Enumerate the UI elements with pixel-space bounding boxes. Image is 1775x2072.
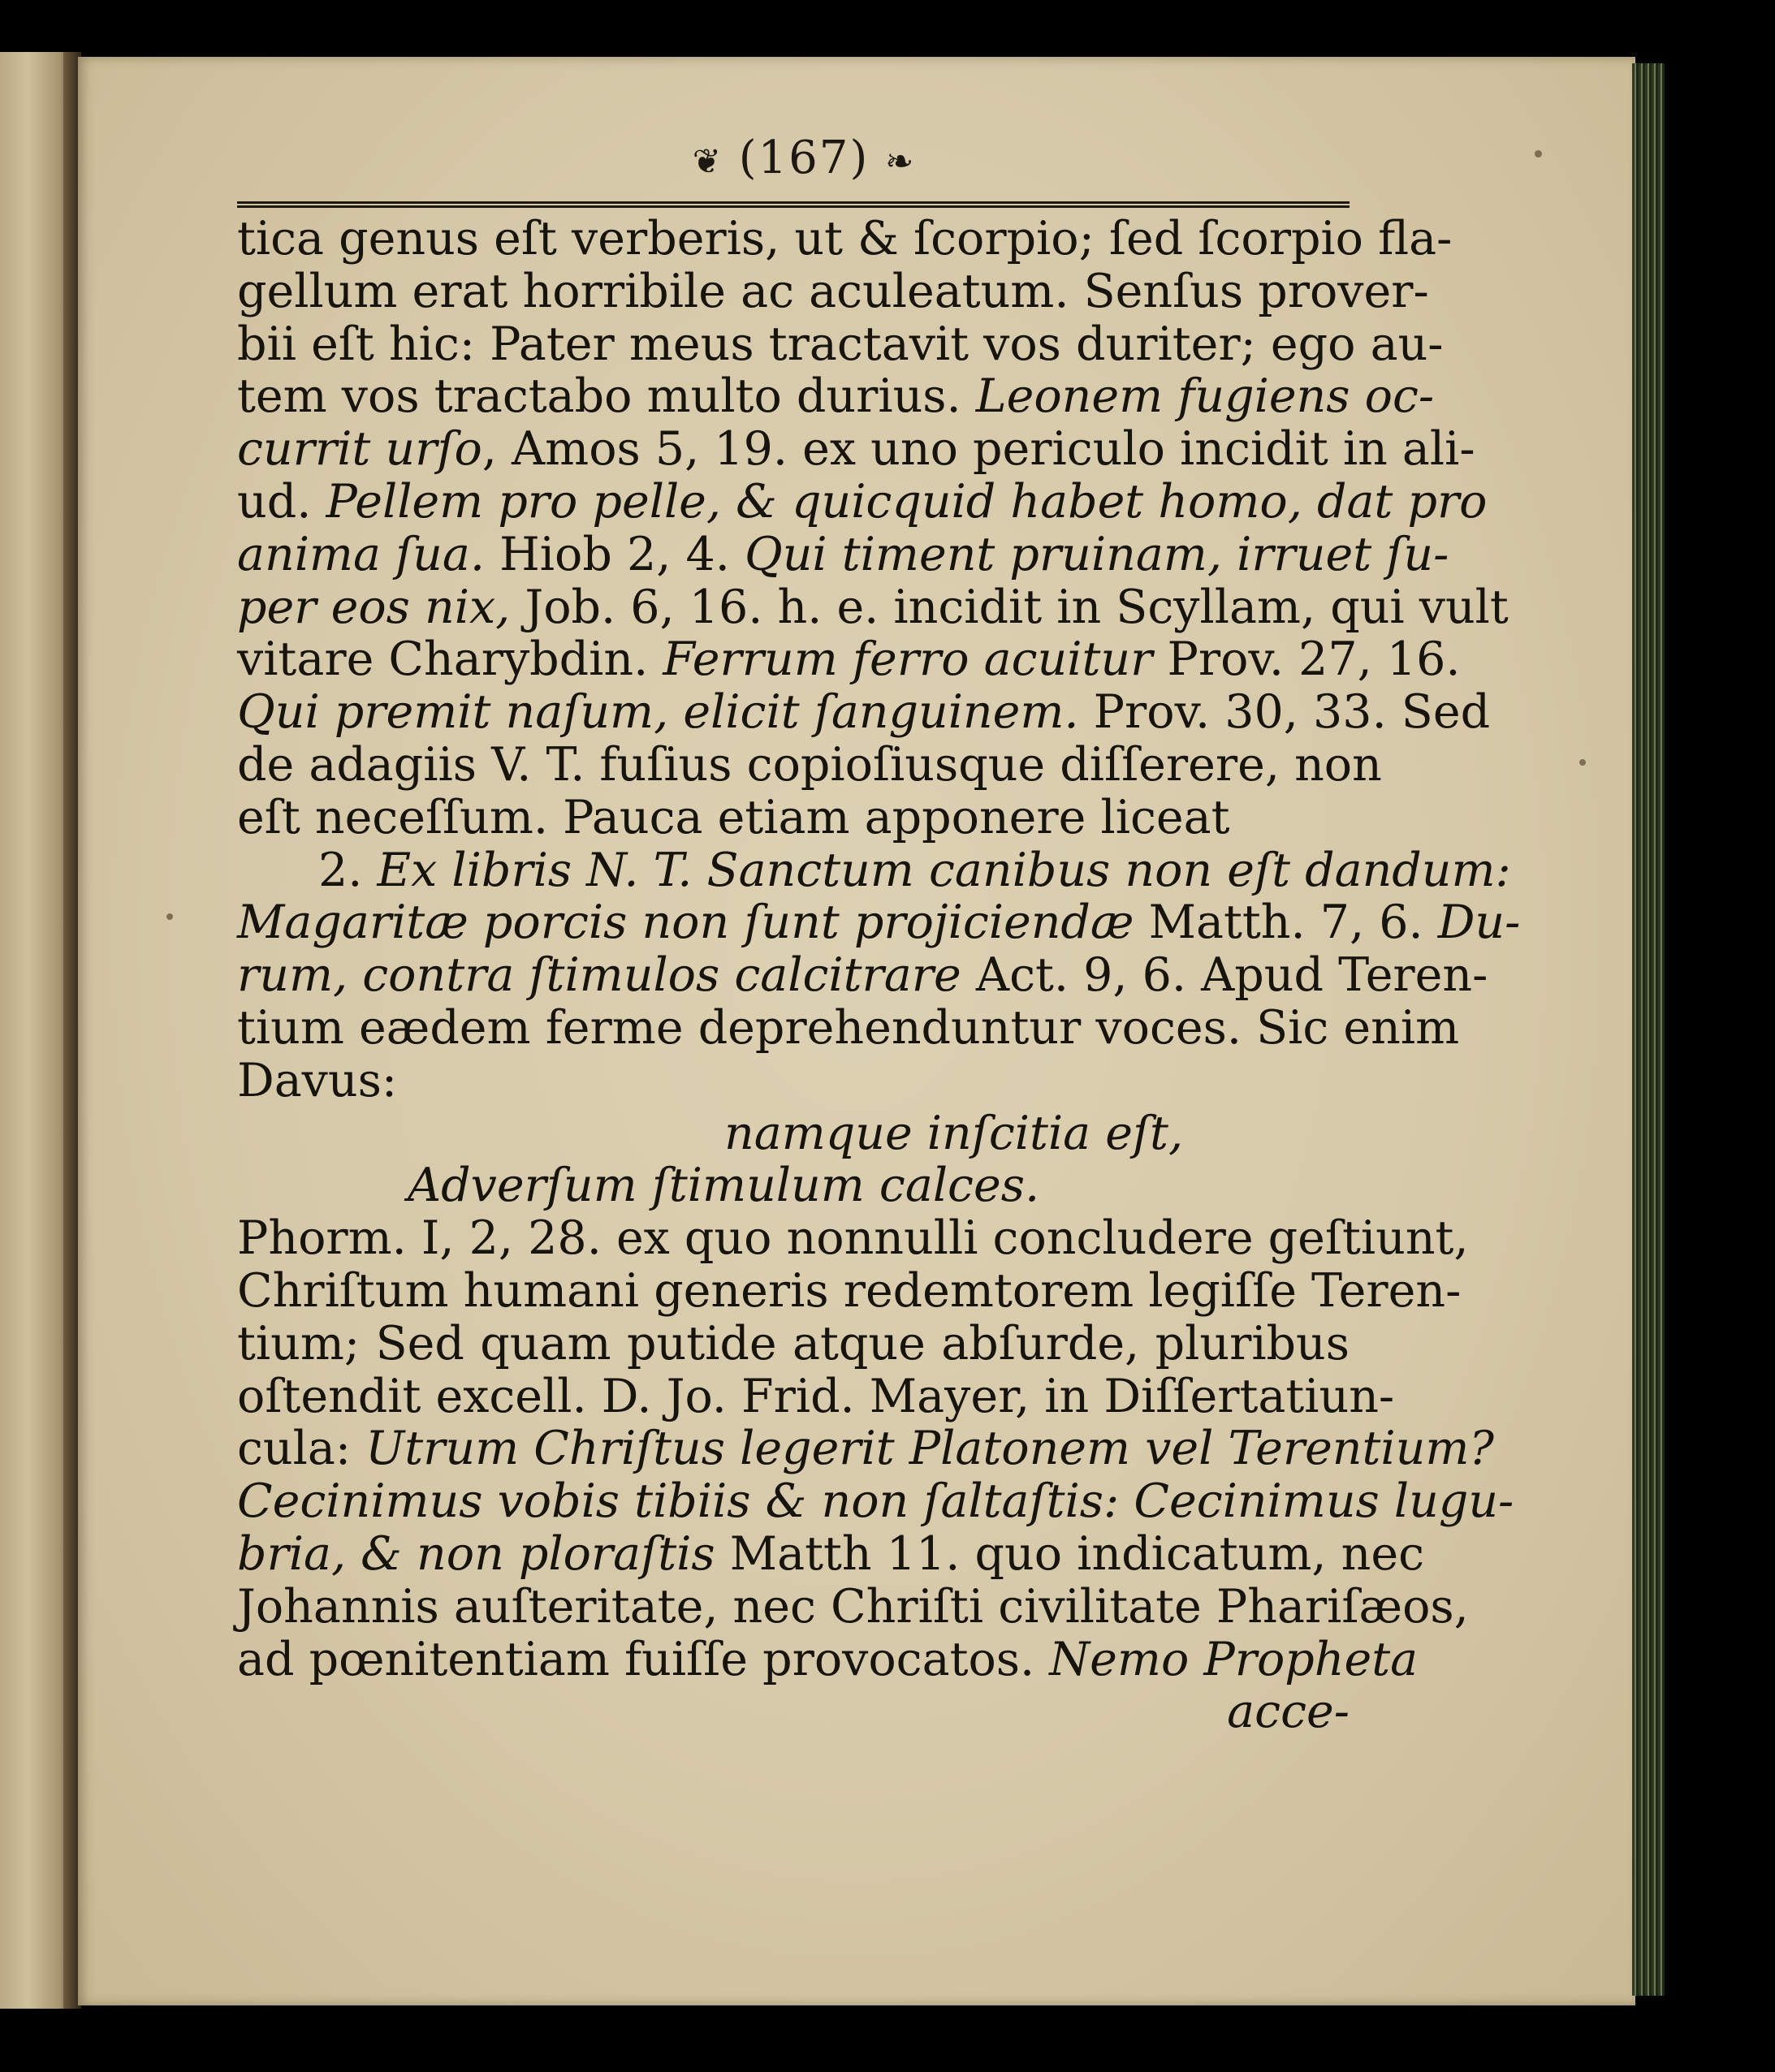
italic-run: anima ſua. [237,527,485,581]
italic-run: currit urſo [237,422,482,477]
roman-run: tium; Sed quam putide atque abſurde, pluribus [237,1316,1350,1371]
foxing-spot [1579,759,1586,766]
text-line [237,527,1449,581]
italic-run: Qui premit naſum, elicit ſanguinem. [237,685,1079,740]
italic-run: Nemo Propheta [1049,1632,1419,1686]
text-line [237,1632,1419,1686]
text-line [237,1422,1494,1476]
roman-run: Prov. 30, 33. Sed [1078,685,1491,740]
text-line [237,1474,1514,1529]
italic-run: Magaritæ porcis non ſunt projiciendæ [237,896,1134,950]
roman-run: Matth. 7, 6. [1134,896,1438,950]
text-line [237,474,1488,529]
roman-run: 2. [318,843,378,897]
text-line [237,317,1444,371]
roman-run: eſt neceſſum. Pauca etiam apponere liceat [237,790,1230,844]
roman-run: Chriſtum humani generis redemtorem legiſſe Teren- [237,1263,1462,1318]
roman-run: tem vos tractabo multo durius. [237,369,976,424]
roman-run: bii eſt hic: Pater meus tractavit vos duriter; ego au- [237,317,1444,371]
italic-run: Adverſum ſtimulum calces. [408,1159,1040,1213]
text-line [237,1211,1469,1266]
italic-run: Du- [1437,896,1521,950]
roman-run: ad pœnitentiam fuiſſe provocatos. [237,1632,1050,1686]
text-line [237,369,1435,424]
roman-run: de adagiis V. T. fuſius copioſiusque diſſerere, non [237,737,1382,792]
italic-run: namque inſcitia eſt, [724,1106,1184,1160]
page-number: (167) [738,132,870,184]
text-line [237,1107,1350,1160]
foxing-spot [1535,150,1542,158]
roman-run: gellum erat horribile ac aculeatum. Senſus prover- [237,264,1429,318]
roman-run: Johannis auſteritate, nec Chriſti civilitate Phariſæos, [237,1579,1469,1634]
text-line [237,1263,1462,1318]
text-line [237,422,1475,477]
roman-run: , Amos 5, 19. ex uno periculo incidit in ali- [482,422,1475,477]
roman-run: Davus: [237,1053,398,1107]
roman-run: cula: [237,1422,366,1476]
text-line [237,212,1453,265]
text-line [237,1686,1350,1738]
italic-run: bria, & non ploraſtis [237,1526,715,1581]
roman-run: oſtendit excell. D. Jo. Frid. Mayer, in Diſſertatiun- [237,1369,1395,1423]
roman-run: vitare Charybdin. [237,632,663,687]
roman-run: Hiob 2, 4. [484,527,745,581]
text-line [237,737,1382,792]
roman-run: Job. 6, 16. h. e. incidit in Scyllam, qui vult [510,580,1509,634]
roman-run: Matth 11. quo indicatum, nec [715,1526,1424,1581]
text-line [237,896,1521,950]
text-line [237,1318,1350,1371]
italic-run: rum, contra ſtimulos calcitrare [237,948,961,1003]
roman-run: Phorm. I, 2, 28. ex quo nonnulli concludere geſtiunt, [237,1211,1469,1266]
page-block-edge [1632,63,1665,1996]
text-line [237,632,1461,687]
left-page-edge [0,52,70,2009]
text-line [237,792,1350,844]
roman-run: Prov. 27, 16. [1152,632,1461,687]
italic-run: Pellem pro pelle, & quicquid habet homo, dat pro [326,474,1488,529]
roman-run: tica genus eſt verberis, ut & ſcorpio; ſed ſcorpio fla- [237,212,1453,265]
text-line [237,1055,1350,1107]
italic-run: Qui timent pruinam, irruet ſu- [744,527,1449,581]
italic-run: per eos nix, [237,580,511,634]
text-block [237,212,1521,1739]
ornament-left-icon: ❦ [692,141,723,181]
text-line [237,1000,1460,1055]
text-line [237,580,1509,634]
ornament-right-icon: ❧ [885,141,916,181]
italic-run: Utrum Chriſtus legerit Platonem vel Terentium? [365,1422,1494,1476]
italic-run: Ex libris N. T. Sanctum canibus non eſt dandum: [377,843,1511,897]
text-line [237,685,1491,740]
italic-run: Ferrum ferro acuitur [663,632,1153,687]
head-rule [237,201,1350,208]
foxing-spot [166,913,173,920]
text-line [237,1579,1469,1634]
text-line [237,1369,1395,1423]
running-head [244,132,1364,196]
roman-run: ud. [237,474,326,529]
roman-run: tium eædem ferme deprehenduntur voces. Sic enim [237,1000,1460,1055]
text-line [237,948,1488,1003]
text-line [237,1526,1424,1581]
text-line [237,1159,1350,1212]
italic-run: acce- [1227,1685,1350,1739]
italic-run: Cecinimus vobis tibiis & non ſaltaſtis: Cecinimus lugu- [237,1474,1514,1529]
text-line [237,843,1511,897]
roman-run: Act. 9, 6. Apud Teren- [961,948,1488,1003]
text-line [237,264,1429,318]
italic-run: Leonem fugiens oc- [975,369,1435,424]
